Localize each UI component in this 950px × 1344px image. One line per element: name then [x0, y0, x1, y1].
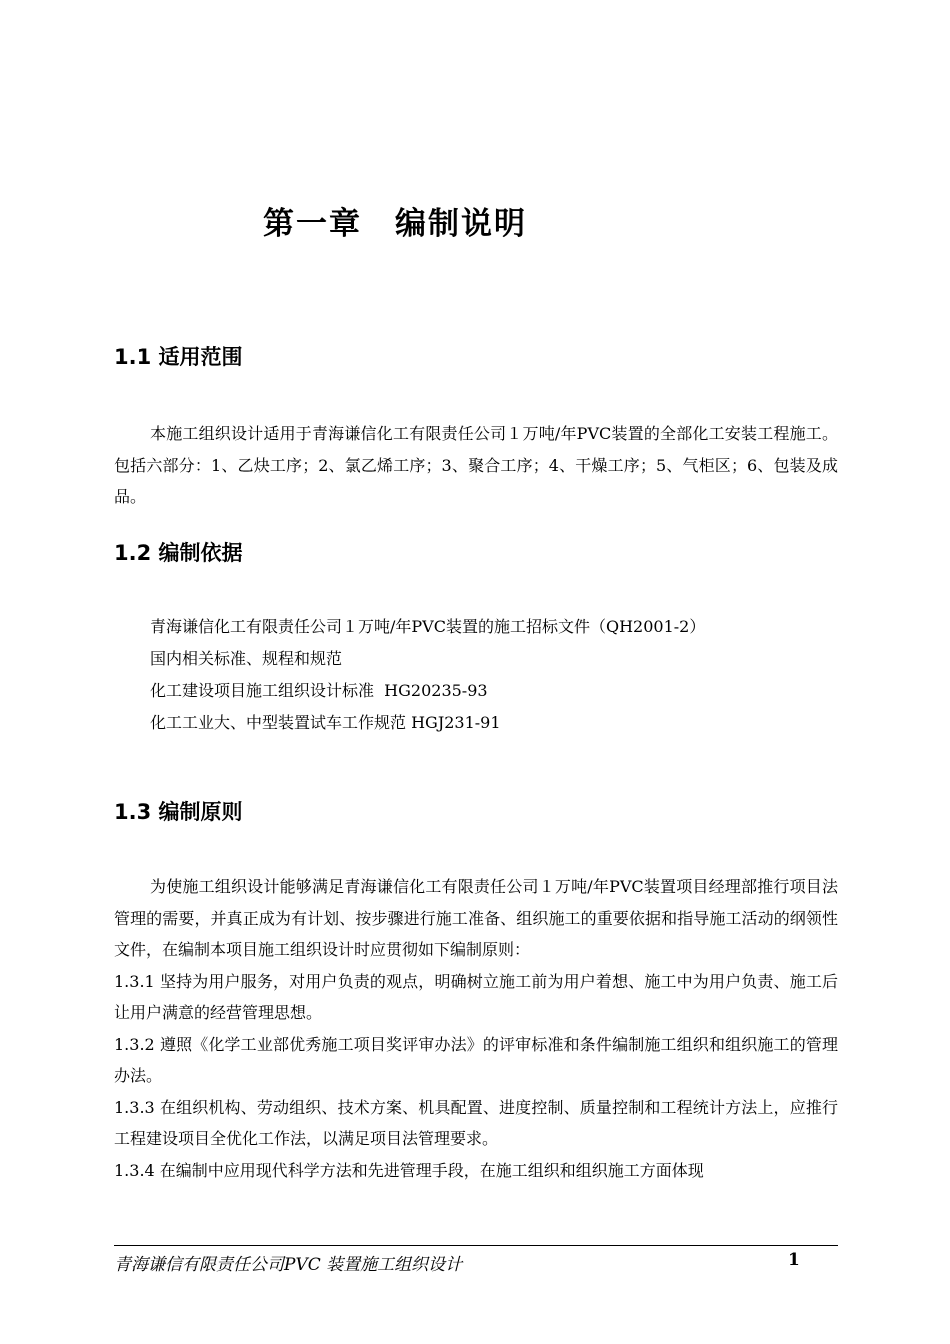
- basis-item: 化工建设项目施工组织设计标准 HG20235-93: [150, 681, 488, 700]
- page-number: 1: [788, 1250, 800, 1270]
- footer-divider: [114, 1245, 838, 1246]
- section-1-3-content: [114, 871, 838, 1186]
- basis-item: 国内相关标准、规程和规范: [150, 649, 343, 668]
- principle-item: 1.3.1 坚持为用户服务，对用户负责的观点，明确树立施工前为用户着想、施工中为用户负责、施工后让用户满意的经营管理思想。: [114, 971, 838, 1022]
- section-1-3-paragraph: 为使施工组织设计能够满足青海谦信化工有限责任公司１万吨/年PVC装置项目经理部推行项目法管理的需要，并真正成为有计划、按步骤进行施工准备、组织施工的重要依据和指导施工活动的纲领性文件，在编制本项目施工组织设计时应贯彻如下编制原则：: [114, 877, 838, 959]
- section-heading-1-2: 1.2 编制依据: [114, 541, 243, 565]
- section-1-1-paragraph: 本施工组织设计适用于青海谦信化工有限责任公司１万吨/年PVC装置的全部化工安装工程施工。包括六部分：1、乙炔工序；2、氯乙烯工序；3、聚合工序；4、干燥工序；5、气柜区；6、包装及成品。: [114, 424, 838, 506]
- principle-item: 1.3.4 在编制中应用现代科学方法和先进管理手段，在施工组织和组织施工方面体现: [114, 1160, 704, 1180]
- footer-title: 青海谦信有限责任公司PVC 装置施工组织设计: [114, 1255, 463, 1275]
- basis-list: [150, 611, 850, 739]
- section-heading-1-3: 1.3 编制原则: [114, 800, 243, 824]
- chapter-title: 第一章 编制说明: [263, 206, 527, 242]
- basis-item: 化工工业大、中型装置试车工作规范 HGJ231-91: [150, 713, 501, 732]
- principle-item: 1.3.2 遵照《化学工业部优秀施工项目奖评审办法》的评审标准和条件编制施工组织和组织施工的管理办法。: [114, 1034, 838, 1085]
- principle-item: 1.3.3 在组织机构、劳动组织、技术方案、机具配置、进度控制、质量控制和工程统计方法上，应推行工程建设项目全优化工作法，以满足项目法管理要求。: [114, 1097, 838, 1148]
- section-heading-1-1: 1.1 适用范围: [114, 345, 243, 369]
- basis-item: 青海谦信化工有限责任公司１万吨/年PVC装置的施工招标文件（QH2001-2）: [150, 617, 706, 636]
